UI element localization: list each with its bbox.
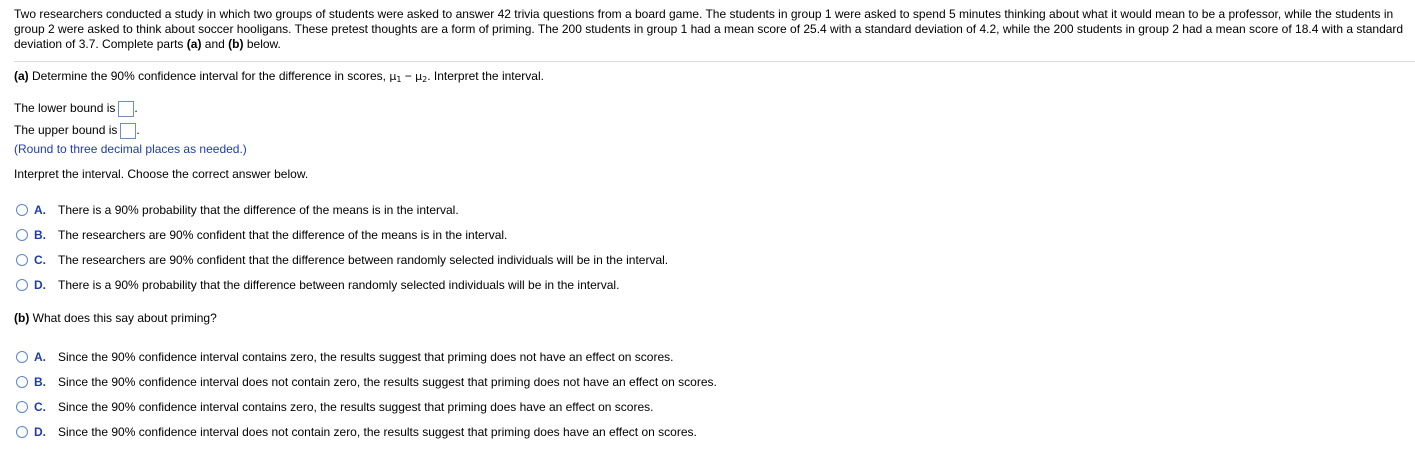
option-letter: B. [34,375,46,389]
mu-symbol: μ [415,70,423,83]
part-a-option-c[interactable] [16,252,668,268]
part-a-prompt: Determine the 90% confidence interval for the difference in scores, [32,69,386,83]
radio-circle-icon[interactable] [16,254,28,266]
option-letter: D. [34,425,46,439]
mu-2 [415,70,427,83]
interpret-prompt: Interpret the interval. Choose the correct answer below. [14,167,309,181]
upper-bound-input[interactable] [120,123,136,139]
option-text: Since the 90% confidence interval does not contain zero, the results suggest that priming does have an effect on scores. [58,425,697,439]
part-b-option-d[interactable] [16,424,697,440]
option-text: There is a 90% probability that the difference between randomly selected individuals will be in the interval. [58,278,620,292]
radio-circle-icon[interactable] [16,376,28,388]
radio-circle-icon[interactable] [16,204,28,216]
option-text: The researchers are 90% confident that the difference of the means is in the interval. [58,228,508,242]
part-b-label: (b) [14,311,30,325]
problem-end-text: below. [246,37,281,51]
and-text: and [204,37,225,51]
option-letter: C. [34,253,46,267]
part-a-ref: (a) [186,37,202,51]
lower-bound-label: The lower bound is [14,101,116,115]
lower-period: . [134,101,138,115]
part-a-prompt-end: . Interpret the interval. [427,69,544,83]
part-a-option-a[interactable] [16,202,459,218]
part-b-option-c[interactable] [16,399,653,415]
option-text: Since the 90% confidence interval does not contain zero, the results suggest that priming does not have an effect on scores. [58,375,717,389]
option-text: There is a 90% probability that the difference of the means is in the interval. [58,203,459,217]
problem-text: Two researchers conducted a study in which two groups of students were asked to answer 42 trivia questions from a board game. The students in group 1 were asked to spend 5 minutes thinking about what it would mean to be a professor, while the students in group 2 were asked to think about soccer hooligans. These pretest thoughts are a form of priming. The 200 students in group 1 had a mean score of 25.4 with a standard deviation of 4.2, while the 200 students in group 2 had a mean score of 18.4 with a standard deviation of 3.7. Complete parts [14,7,1404,51]
part-a-option-b[interactable] [16,227,507,243]
mu-sub-1: 1 [396,75,402,84]
option-text: The researchers are 90% confident that the difference between randomly selected individuals will be in the interval. [58,253,669,267]
upper-bound-row [14,121,140,139]
radio-circle-icon[interactable] [16,279,28,291]
part-b-option-b[interactable] [16,374,717,390]
option-letter: D. [34,278,46,292]
option-letter: A. [34,350,46,364]
radio-circle-icon[interactable] [16,229,28,241]
upper-period: . [136,123,140,137]
part-b-ref: (b) [228,37,244,51]
upper-bound-label: The upper bound is [14,123,118,137]
mu-symbol: μ [389,70,397,83]
lower-bound-input[interactable] [118,101,134,117]
part-a-label: (a) [14,69,29,83]
option-text: Since the 90% confidence interval contains zero, the results suggest that priming does have an effect on scores. [58,400,654,414]
radio-circle-icon[interactable] [16,351,28,363]
option-text: Since the 90% confidence interval contains zero, the results suggest that priming does not have an effect on scores. [58,350,674,364]
rounding-hint: (Round to three decimal places as needed.) [14,142,247,156]
mu-1 [389,70,401,83]
minus-sign: − [404,69,412,83]
mu-sub-2: 2 [422,75,428,84]
option-letter: A. [34,203,46,217]
part-a-option-d[interactable] [16,277,619,293]
part-b-heading [14,311,217,325]
option-letter: B. [34,228,46,242]
part-b-prompt: What does this say about priming? [32,311,217,325]
part-b-option-a[interactable] [16,349,673,365]
part-a-heading [14,69,544,84]
section-divider [14,61,1415,62]
radio-circle-icon[interactable] [16,401,28,413]
option-letter: C. [34,400,46,414]
problem-statement [14,7,1409,52]
radio-circle-icon[interactable] [16,426,28,438]
lower-bound-row [14,99,138,117]
